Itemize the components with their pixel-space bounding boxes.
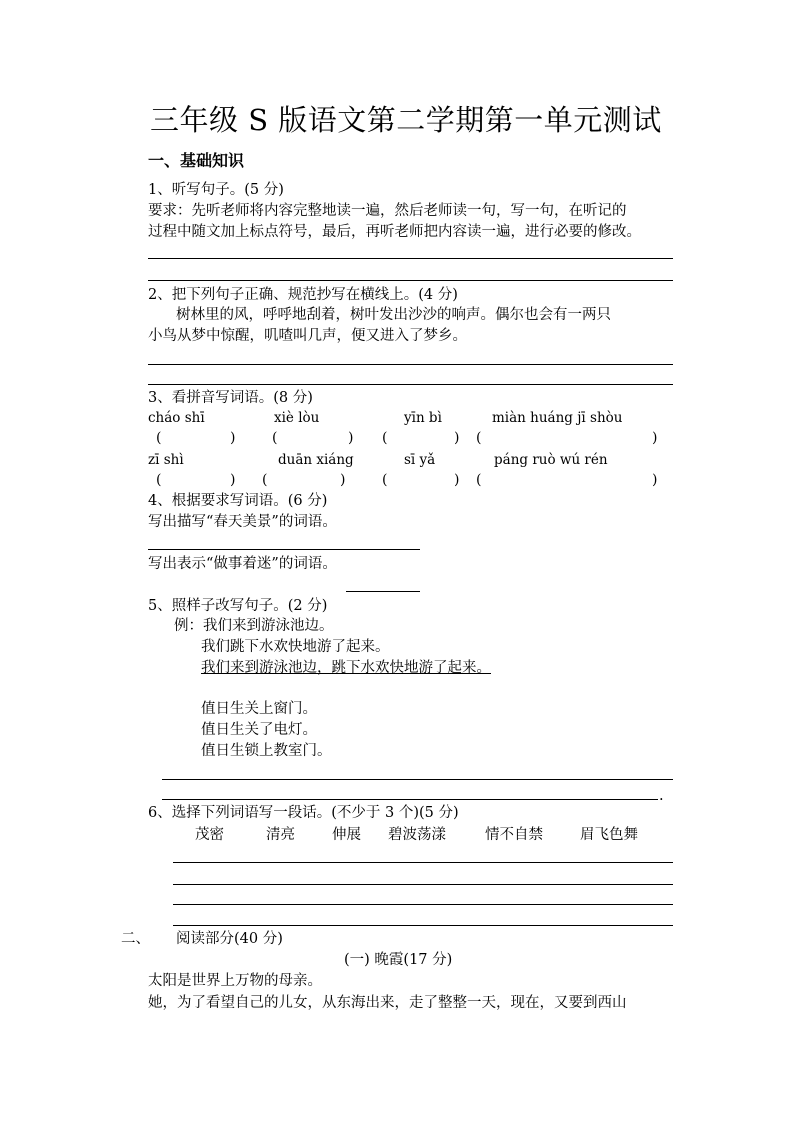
- q3-title: 3、看拼音写词语。(8 分): [148, 390, 313, 406]
- answer-paren-open: (: [272, 430, 278, 446]
- pinyin-2-1: zī shì: [148, 452, 184, 468]
- answer-paren-close: ): [454, 430, 460, 446]
- q6-word: 情不自禁: [485, 827, 543, 843]
- answer-paren-open: (: [476, 472, 482, 488]
- q6-answer-line[interactable]: [173, 925, 673, 926]
- answer-paren-open: (: [156, 430, 162, 446]
- q6-answer-line[interactable]: [173, 884, 673, 885]
- q6-word: 伸展: [332, 827, 361, 843]
- answer-paren-open: (: [156, 472, 162, 488]
- passage-paragraph-1: 太阳是世界上万物的母亲。: [148, 973, 322, 989]
- answer-paren-close: ): [230, 430, 236, 446]
- answer-paren-close: ): [340, 472, 346, 488]
- q1-instruction-line1: 要求：先听老师将内容完整地读一遍，然后老师读一句，写一句，在听记的: [148, 203, 627, 219]
- answer-paren-open: (: [476, 430, 482, 446]
- q5-example-sentence-1: 例：我们来到游泳池边。: [174, 618, 334, 634]
- answer-paren-open: (: [262, 472, 268, 488]
- q5-answer-line[interactable]: [162, 779, 673, 780]
- q2-passage-line1: 树林里的风，呼呼地刮着，树叶发出沙沙的响声。偶尔也会有一两只: [176, 307, 611, 323]
- pinyin-1-4: miàn huáng jī shòu: [492, 410, 623, 426]
- q4-answer-line-2[interactable]: [346, 591, 420, 592]
- q4-title: 4、根据要求写词语。(6 分): [148, 493, 328, 509]
- q2-title: 2、把下列句子正确、规范抄写在横线上。(4 分): [148, 287, 458, 303]
- answer-paren-close: ): [652, 472, 658, 488]
- q6-word: 茂密: [195, 827, 224, 843]
- pinyin-2-3: sī yǎ: [404, 452, 436, 468]
- q2-passage-line2: 小鸟从梦中惊醒，叽喳叫几声，便又进入了梦乡。: [148, 328, 467, 344]
- answer-paren-close: ): [454, 472, 460, 488]
- pinyin-2-2: duān xiáng: [278, 452, 354, 468]
- q1-instruction-line2: 过程中随文加上标点符号，最后，再听老师把内容读一遍，进行必要的修改。: [148, 224, 641, 240]
- q5-sentence-1: 值日生关上窗门。: [201, 701, 317, 717]
- q1-answer-line-1[interactable]: [148, 258, 673, 259]
- section-heading-basics: 一、基础知识: [148, 151, 245, 170]
- q6-answer-line[interactable]: [173, 904, 673, 905]
- answer-paren-close: ): [348, 430, 354, 446]
- q6-word: 眉飞色舞: [580, 827, 638, 843]
- pinyin-2-4: páng ruò wú rén: [494, 452, 608, 468]
- q2-answer-line-1[interactable]: [148, 364, 673, 365]
- q4-prompt-1: 写出描写“春天美景”的词语。: [148, 514, 337, 530]
- q5-example-sentence-2: 我们跳下水欢快地游了起来。: [201, 639, 390, 655]
- q5-sentence-3: 值日生锁上教室门。: [201, 743, 332, 759]
- pinyin-1-3: yīn bì: [404, 410, 442, 426]
- pinyin-1-2: xiè lòu: [274, 410, 320, 426]
- q5-period: .: [659, 788, 664, 804]
- q4-prompt-2: 写出表示“做事着迷”的词语。: [148, 556, 337, 572]
- q1-title: 1、听写句子。(5 分): [148, 182, 284, 198]
- q5-answer-line[interactable]: [162, 799, 658, 800]
- passage-title: (一) 晚霞(17 分): [344, 952, 453, 968]
- q2-answer-line-2[interactable]: [148, 384, 673, 385]
- page-title: 三年级 S 版语文第二学期第一单元测试: [150, 103, 662, 137]
- q6-title: 6、选择下列词语写一段话。(不少于 3 个)(5 分): [148, 805, 459, 821]
- q6-answer-line[interactable]: [173, 862, 673, 863]
- pinyin-1-1: cháo shī: [148, 410, 205, 426]
- q6-word: 清亮: [266, 827, 295, 843]
- answer-paren-close: ): [230, 472, 236, 488]
- section2-number: 二、: [121, 931, 150, 947]
- q1-answer-line-2[interactable]: [148, 280, 673, 281]
- answer-paren-close: ): [652, 430, 658, 446]
- q6-word: 碧波荡漾: [388, 827, 446, 843]
- section2-heading: 阅读部分(40 分): [176, 931, 283, 947]
- answer-paren-open: (: [382, 430, 388, 446]
- answer-paren-open: (: [382, 472, 388, 488]
- passage-paragraph-2: 她，为了看望自己的儿女，从东海出来，走了整整一天，现在，又要到西山: [148, 995, 627, 1011]
- q5-example-answer: 我们来到游泳池边，跳下水欢快地游了起来。: [201, 660, 491, 676]
- q5-sentence-2: 值日生关了电灯。: [201, 722, 317, 738]
- q5-title: 5、照样子改写句子。(2 分): [148, 598, 328, 614]
- q4-answer-line-1[interactable]: [148, 549, 420, 550]
